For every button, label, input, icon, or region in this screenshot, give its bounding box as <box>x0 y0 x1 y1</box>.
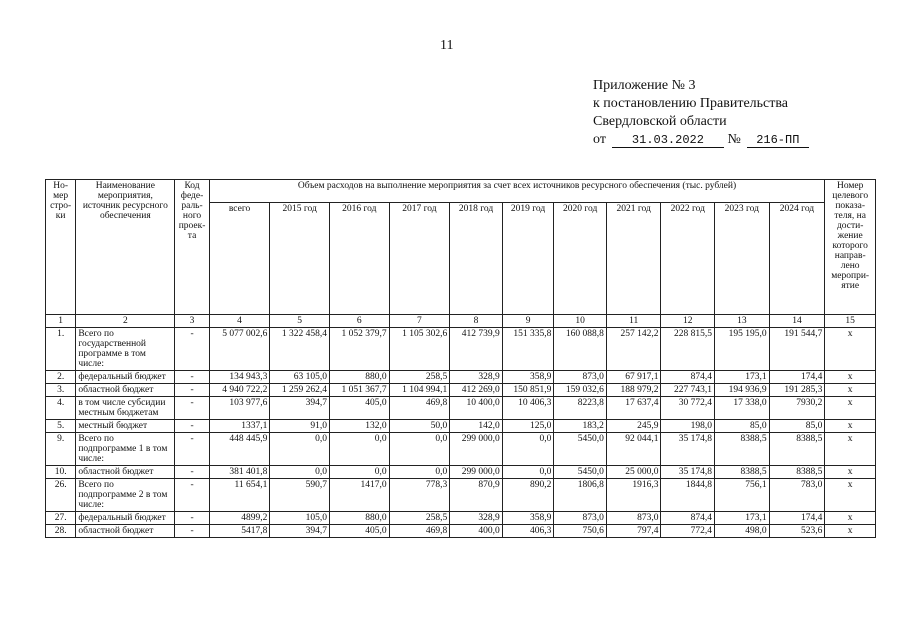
row-year-cell: 174,4 <box>769 512 825 525</box>
row-year-cell: 469,8 <box>389 525 450 538</box>
row-year-cell: 258,5 <box>389 371 450 384</box>
row-number-cell: 10. <box>46 466 76 479</box>
row-code-cell: - <box>175 525 209 538</box>
header-year: 2018 год <box>450 203 503 315</box>
row-total-cell: 381 401,8 <box>209 466 270 479</box>
row-year-cell: 469,8 <box>389 397 450 420</box>
date-prefix: от <box>593 132 606 147</box>
row-year-cell: 783,0 <box>769 479 825 512</box>
row-year-cell: 7930,2 <box>769 397 825 420</box>
row-year-cell: 778,3 <box>389 479 450 512</box>
row-year-cell: 1916,3 <box>606 479 661 512</box>
row-name-cell: Всего по подпрограмме 1 в том числе: <box>76 433 175 466</box>
column-number: 5 <box>270 315 330 328</box>
column-number: 1 <box>46 315 76 328</box>
row-code-cell: - <box>175 512 209 525</box>
row-year-cell: 17 637,4 <box>606 397 661 420</box>
row-code-cell: - <box>175 466 209 479</box>
column-number: 10 <box>554 315 607 328</box>
row-year-cell: 30 772,4 <box>661 397 715 420</box>
row-year-cell: 227 743,1 <box>661 384 715 397</box>
row-year-cell: 400,0 <box>450 525 503 538</box>
row-year-cell: 67 917,1 <box>606 371 661 384</box>
row-year-cell: 1 052 379,7 <box>329 328 389 371</box>
column-number: 4 <box>209 315 270 328</box>
row-total-cell: 4899,2 <box>209 512 270 525</box>
row-year-cell: 159 032,6 <box>554 384 607 397</box>
row-number-cell: 3. <box>46 384 76 397</box>
row-year-cell: 328,9 <box>450 371 503 384</box>
column-number: 7 <box>389 315 450 328</box>
row-year-cell: 0,0 <box>389 466 450 479</box>
appendix-header <box>593 77 809 149</box>
row-total-cell: 4 940 722,2 <box>209 384 270 397</box>
row-year-cell: 5450,0 <box>554 466 607 479</box>
row-year-cell: 35 174,8 <box>661 466 715 479</box>
row-year-cell: 50,0 <box>389 420 450 433</box>
header-row-number: Но-мер стро-ки <box>46 180 76 315</box>
row-year-cell: 328,9 <box>450 512 503 525</box>
row-name-cell: Всего по государственной программе в том числе: <box>76 328 175 371</box>
header-year: 2024 год <box>769 203 825 315</box>
row-year-cell: 63 105,0 <box>270 371 330 384</box>
row-year-cell: 10 406,3 <box>502 397 554 420</box>
row-total-cell: 5417,8 <box>209 525 270 538</box>
row-name-cell: в том числе субсидии местным бюджетам <box>76 397 175 420</box>
row-year-cell: 406,3 <box>502 525 554 538</box>
row-year-cell: 151 335,8 <box>502 328 554 371</box>
row-target-cell: x <box>825 479 876 512</box>
table-row <box>46 371 876 384</box>
header-year: 2016 год <box>329 203 389 315</box>
column-number: 9 <box>502 315 554 328</box>
row-number-cell: 9. <box>46 433 76 466</box>
row-year-cell: 105,0 <box>270 512 330 525</box>
row-year-cell: 1806,8 <box>554 479 607 512</box>
row-number-cell: 26. <box>46 479 76 512</box>
row-year-cell: 873,0 <box>554 371 607 384</box>
row-total-cell: 5 077 002,6 <box>209 328 270 371</box>
header-federal-code: Код феде-раль-ного проек-та <box>175 180 209 315</box>
row-number-cell: 27. <box>46 512 76 525</box>
header-year: 2020 год <box>554 203 607 315</box>
table-row <box>46 466 876 479</box>
row-year-cell: 890,2 <box>502 479 554 512</box>
header-year: 2019 год <box>502 203 554 315</box>
row-year-cell: 125,0 <box>502 420 554 433</box>
row-year-cell: 257 142,2 <box>606 328 661 371</box>
row-year-cell: 0,0 <box>270 433 330 466</box>
header-year: 2017 год <box>389 203 450 315</box>
row-year-cell: 498,0 <box>715 525 770 538</box>
row-name-cell: местный бюджет <box>76 420 175 433</box>
table-row <box>46 433 876 466</box>
appendix-title: Приложение № 3 <box>593 78 696 93</box>
row-year-cell: 873,0 <box>606 512 661 525</box>
row-year-cell: 142,0 <box>450 420 503 433</box>
row-year-cell: 1 105 302,6 <box>389 328 450 371</box>
row-year-cell: 228 815,5 <box>661 328 715 371</box>
row-target-cell: x <box>825 420 876 433</box>
row-year-cell: 195 195,0 <box>715 328 770 371</box>
row-target-cell: x <box>825 466 876 479</box>
row-total-cell: 103 977,6 <box>209 397 270 420</box>
row-code-cell: - <box>175 397 209 420</box>
table-row <box>46 479 876 512</box>
row-name-cell: областной бюджет <box>76 384 175 397</box>
row-year-cell: 873,0 <box>554 512 607 525</box>
row-year-cell: 394,7 <box>270 525 330 538</box>
column-number: 12 <box>661 315 715 328</box>
row-year-cell: 1 104 994,1 <box>389 384 450 397</box>
column-number: 14 <box>769 315 825 328</box>
header-total: всего <box>209 203 270 315</box>
header-year: 2023 год <box>715 203 770 315</box>
row-year-cell: 412 269,0 <box>450 384 503 397</box>
row-year-cell: 1 259 262,4 <box>270 384 330 397</box>
row-year-cell: 874,4 <box>661 371 715 384</box>
row-number-cell: 28. <box>46 525 76 538</box>
row-year-cell: 0,0 <box>502 433 554 466</box>
table-row <box>46 512 876 525</box>
row-year-cell: 85,0 <box>769 420 825 433</box>
row-year-cell: 590,7 <box>270 479 330 512</box>
row-year-cell: 17 338,0 <box>715 397 770 420</box>
header-year: 2021 год <box>606 203 661 315</box>
row-year-cell: 0,0 <box>270 466 330 479</box>
row-year-cell: 358,9 <box>502 371 554 384</box>
row-year-cell: 174,4 <box>769 371 825 384</box>
column-number: 11 <box>606 315 661 328</box>
row-name-cell: областной бюджет <box>76 525 175 538</box>
row-year-cell: 150 851,9 <box>502 384 554 397</box>
row-year-cell: 870,9 <box>450 479 503 512</box>
appendix-decree: к постановлению Правительства <box>593 96 789 111</box>
column-number: 13 <box>715 315 770 328</box>
row-code-cell: - <box>175 433 209 466</box>
row-year-cell: 756,1 <box>715 479 770 512</box>
row-year-cell: 8388,5 <box>769 433 825 466</box>
row-year-cell: 85,0 <box>715 420 770 433</box>
row-year-cell: 8388,5 <box>715 433 770 466</box>
row-total-cell: 134 943,3 <box>209 371 270 384</box>
row-year-cell: 0,0 <box>502 466 554 479</box>
row-year-cell: 191 285,3 <box>769 384 825 397</box>
row-year-cell: 394,7 <box>270 397 330 420</box>
row-year-cell: 1844,8 <box>661 479 715 512</box>
row-number-cell: 5. <box>46 420 76 433</box>
row-target-cell: x <box>825 525 876 538</box>
row-year-cell: 523,6 <box>769 525 825 538</box>
row-year-cell: 5450,0 <box>554 433 607 466</box>
row-target-cell: x <box>825 371 876 384</box>
row-year-cell: 160 088,8 <box>554 328 607 371</box>
row-year-cell: 8388,5 <box>769 466 825 479</box>
row-year-cell: 299 000,0 <box>450 466 503 479</box>
row-year-cell: 10 400,0 <box>450 397 503 420</box>
row-year-cell: 91,0 <box>270 420 330 433</box>
row-year-cell: 173,1 <box>715 371 770 384</box>
row-target-cell: x <box>825 433 876 466</box>
row-year-cell: 405,0 <box>329 525 389 538</box>
row-year-cell: 772,4 <box>661 525 715 538</box>
row-year-cell: 8223,8 <box>554 397 607 420</box>
row-target-cell: x <box>825 384 876 397</box>
row-year-cell: 405,0 <box>329 397 389 420</box>
table-row <box>46 384 876 397</box>
page-number: 11 <box>440 38 454 53</box>
row-year-cell: 880,0 <box>329 512 389 525</box>
table-row <box>46 525 876 538</box>
row-target-cell: x <box>825 512 876 525</box>
row-number-cell: 2. <box>46 371 76 384</box>
row-year-cell: 880,0 <box>329 371 389 384</box>
row-name-cell: областной бюджет <box>76 466 175 479</box>
row-year-cell: 797,4 <box>606 525 661 538</box>
column-number: 15 <box>825 315 876 328</box>
row-total-cell: 1337,1 <box>209 420 270 433</box>
expenses-table <box>45 179 876 538</box>
row-year-cell: 0,0 <box>389 433 450 466</box>
row-name-cell: федеральный бюджет <box>76 512 175 525</box>
row-number-cell: 4. <box>46 397 76 420</box>
row-name-cell: федеральный бюджет <box>76 371 175 384</box>
row-year-cell: 188 979,2 <box>606 384 661 397</box>
row-year-cell: 299 000,0 <box>450 433 503 466</box>
row-year-cell: 35 174,8 <box>661 433 715 466</box>
row-target-cell: x <box>825 328 876 371</box>
number-prefix: № <box>727 132 741 147</box>
row-year-cell: 1417,0 <box>329 479 389 512</box>
row-year-cell: 132,0 <box>329 420 389 433</box>
row-year-cell: 25 000,0 <box>606 466 661 479</box>
decree-date: 31.03.2022 <box>612 133 724 148</box>
row-year-cell: 194 936,9 <box>715 384 770 397</box>
header-volume: Объем расходов на выполнение мероприятия за счет всех источников ресурсного обеспечения (тыс. рублей) <box>209 180 825 203</box>
row-code-cell: - <box>175 420 209 433</box>
row-target-cell: x <box>825 397 876 420</box>
row-code-cell: - <box>175 479 209 512</box>
row-name-cell: Всего по подпрограмме 2 в том числе: <box>76 479 175 512</box>
column-number: 6 <box>329 315 389 328</box>
row-number-cell: 1. <box>46 328 76 371</box>
appendix-region: Свердловской области <box>593 114 727 129</box>
column-numbers-row <box>46 315 876 328</box>
row-year-cell: 1 322 458,4 <box>270 328 330 371</box>
table-row <box>46 420 876 433</box>
column-number: 8 <box>450 315 503 328</box>
header-year: 2015 год <box>270 203 330 315</box>
header-year: 2022 год <box>661 203 715 315</box>
row-year-cell: 191 544,7 <box>769 328 825 371</box>
row-year-cell: 8388,5 <box>715 466 770 479</box>
row-year-cell: 245,9 <box>606 420 661 433</box>
row-code-cell: - <box>175 384 209 397</box>
row-year-cell: 92 044,1 <box>606 433 661 466</box>
row-year-cell: 258,5 <box>389 512 450 525</box>
column-number: 2 <box>76 315 175 328</box>
row-total-cell: 448 445,9 <box>209 433 270 466</box>
row-total-cell: 11 654,1 <box>209 479 270 512</box>
appendix-date-line <box>593 131 809 149</box>
header-name: Наименование мероприятия, источник ресурсного обеспечения <box>76 180 175 315</box>
decree-number: 216-ПП <box>747 133 809 148</box>
row-year-cell: 358,9 <box>502 512 554 525</box>
header-target: Номер целевого показа-теля, на дости-жение которого направ-лено меропри-ятие <box>825 180 876 315</box>
row-year-cell: 412 739,9 <box>450 328 503 371</box>
row-year-cell: 173,1 <box>715 512 770 525</box>
table-row <box>46 328 876 371</box>
row-year-cell: 1 051 367,7 <box>329 384 389 397</box>
table-row <box>46 397 876 420</box>
row-year-cell: 0,0 <box>329 466 389 479</box>
row-year-cell: 183,2 <box>554 420 607 433</box>
row-code-cell: - <box>175 371 209 384</box>
row-year-cell: 198,0 <box>661 420 715 433</box>
row-code-cell: - <box>175 328 209 371</box>
row-year-cell: 0,0 <box>329 433 389 466</box>
row-year-cell: 750,6 <box>554 525 607 538</box>
column-number: 3 <box>175 315 209 328</box>
row-year-cell: 874,4 <box>661 512 715 525</box>
